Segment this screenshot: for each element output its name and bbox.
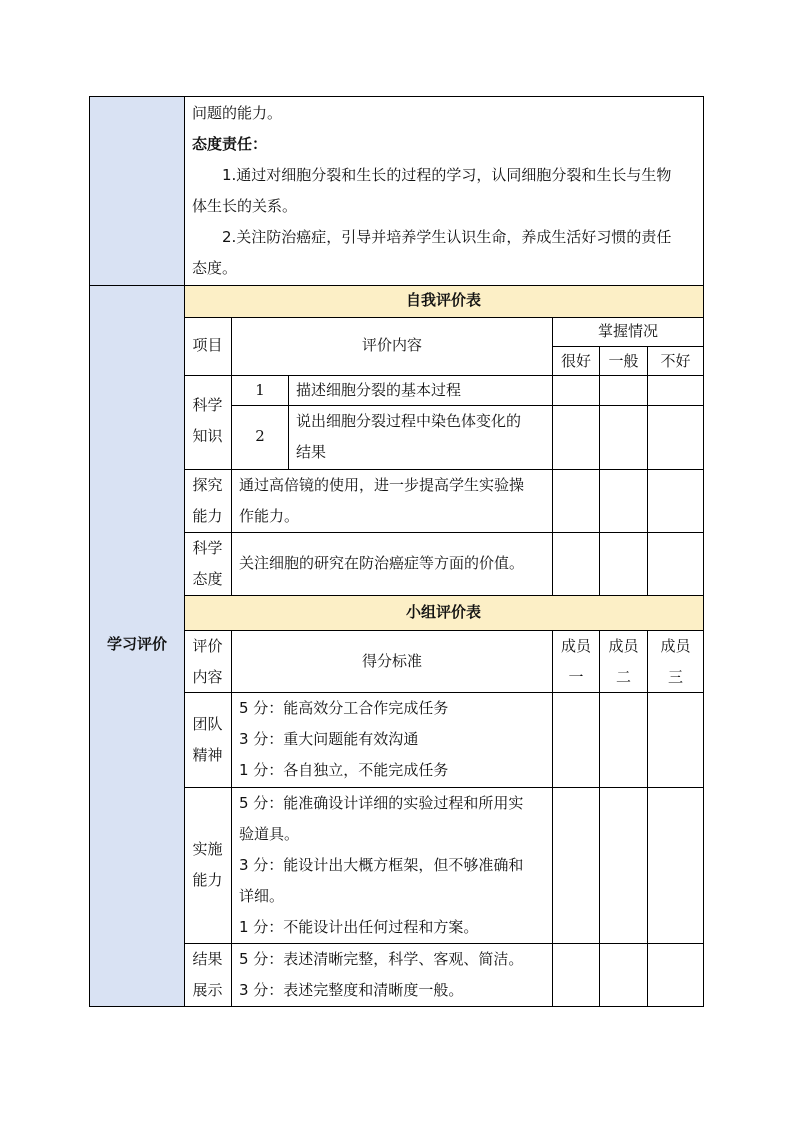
header-eval-2: 内容 <box>192 668 223 686</box>
attitude-label-1: 科学 <box>192 539 223 557</box>
sci-knowledge-label-2: 知识 <box>192 427 223 445</box>
item2-text-line1: 说出细胞分裂过程中染色体变化的 <box>296 412 522 430</box>
member1-line2: 一 <box>568 668 584 686</box>
self-eval-title: 自我评价表 <box>405 291 481 309</box>
col-very-good: 很好 <box>560 352 591 370</box>
header-score-standard: 得分标准 <box>361 652 422 670</box>
member1-line1: 成员 <box>560 637 591 655</box>
header-eval-content: 评价内容 <box>361 336 422 354</box>
item2-number: 2 <box>255 427 265 445</box>
explore-label-1: 探究 <box>192 476 223 494</box>
attitude-item2-line2: 态度。 <box>192 259 238 277</box>
attitude-label-2: 态度 <box>192 570 223 588</box>
intro-line: 问题的能力。 <box>192 104 283 122</box>
header-eval-1: 评价 <box>192 637 223 655</box>
attitude-item2-line1: 2.关注防治癌症，引导并培养学生认识生命，养成生活好习惯的责任 <box>222 228 672 246</box>
explore-text-line2: 作能力。 <box>239 507 300 525</box>
side-label-learning-evaluation: 学习评价 <box>106 635 167 653</box>
attitude-heading: 态度责任： <box>192 135 268 153</box>
impl-criterion-2: 验道具。 <box>239 825 300 843</box>
team-criterion-1: 5 分：能高效分工合作完成任务 <box>239 699 449 717</box>
impl-label-1: 实施 <box>192 840 223 858</box>
col-not-good: 不好 <box>660 352 691 370</box>
result-criterion-1: 5 分：表述清晰完整，科学、客观、简洁。 <box>239 950 524 968</box>
team-criterion-2: 3 分：重大问题能有效沟通 <box>239 730 419 748</box>
result-label-1: 结果 <box>192 950 223 968</box>
attitude-text: 关注细胞的研究在防治癌症等方面的价值。 <box>239 554 525 572</box>
member3-line2: 三 <box>667 668 683 686</box>
item1-text: 描述细胞分裂的基本过程 <box>296 381 462 399</box>
impl-criterion-4: 详细。 <box>239 887 285 905</box>
result-label-2: 展示 <box>192 981 223 999</box>
explore-text-line1: 通过高倍镜的使用，进一步提高学生实验操 <box>239 476 525 494</box>
side-column-top <box>90 97 184 285</box>
member3-line1: 成员 <box>660 637 691 655</box>
col-average: 一般 <box>608 352 639 370</box>
item2-text-line2: 结果 <box>296 443 327 461</box>
sci-knowledge-label-1: 科学 <box>192 396 223 414</box>
header-mastery: 掌握情况 <box>597 322 658 340</box>
member2-line2: 二 <box>615 668 631 686</box>
impl-criterion-1: 5 分：能准确设计详细的实验过程和所用实 <box>239 794 524 812</box>
team-criterion-3: 1 分：各自独立，不能完成任务 <box>239 761 449 779</box>
impl-criterion-3: 3 分：能设计出大概方框架，但不够准确和 <box>239 856 524 874</box>
attitude-item1-line1: 1.通过对细胞分裂和生长的过程的学习，认同细胞分裂和生长与生物 <box>222 166 672 184</box>
impl-label-2: 能力 <box>192 871 223 889</box>
result-criterion-2: 3 分：表述完整度和清晰度一般。 <box>239 981 464 999</box>
item1-number: 1 <box>255 381 265 399</box>
team-label-1: 团队 <box>192 715 223 733</box>
explore-label-2: 能力 <box>192 507 223 525</box>
header-project: 项目 <box>192 336 223 354</box>
member2-line1: 成员 <box>608 637 639 655</box>
attitude-item1-line2: 体生长的关系。 <box>192 197 298 215</box>
group-eval-title: 小组评价表 <box>405 603 481 621</box>
team-label-2: 精神 <box>192 746 223 764</box>
impl-criterion-5: 1 分：不能设计出任何过程和方案。 <box>239 918 479 936</box>
